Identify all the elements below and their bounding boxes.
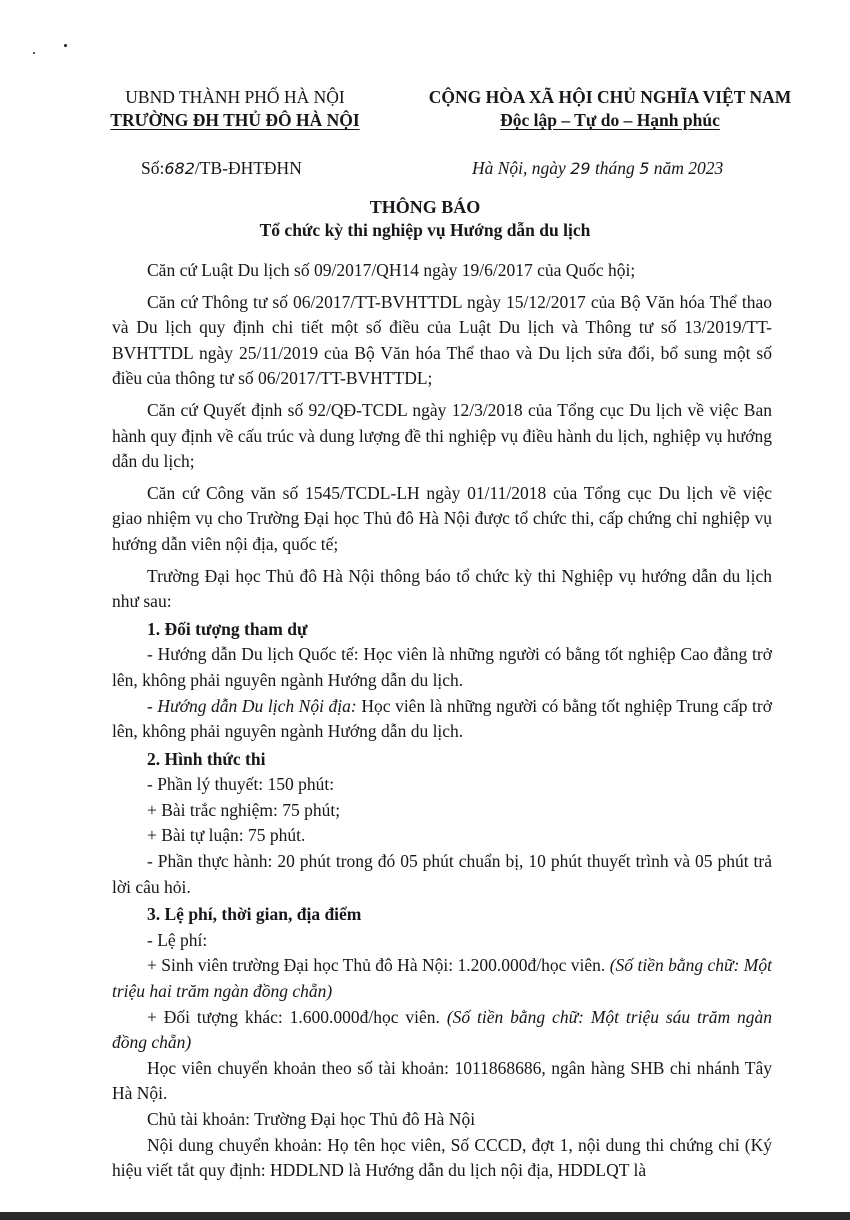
scan-speck <box>33 52 35 54</box>
format-essay: + Bài tự luận: 75 phút. <box>147 825 306 846</box>
participants-international-label: - Hướng dẫn Du lịch Quốc tế: <box>147 644 359 665</box>
section-heading-fees: 3. Lệ phí, thời gian, địa điểm <box>147 904 362 925</box>
participants-domestic <box>112 694 772 745</box>
doc-number-handwritten: 682 <box>164 159 195 178</box>
national-motto: Độc lập – Tự do – Hạnh phúc <box>500 110 720 130</box>
fee-others-text: + Đối tượng khác: 1.600.000đ/học viên. <box>147 1006 447 1027</box>
fee-students-words: (Số tiền bằng chữ: Một triệu hai trăm ngàn đồng chẵn) <box>112 955 772 1002</box>
document-body <box>112 258 772 1184</box>
section-heading-format: 2. Hình thức thi <box>147 748 266 769</box>
document-title: THÔNG BÁO <box>369 197 481 217</box>
date-month: 5 <box>639 159 650 178</box>
fees-label: - Lệ phí: <box>147 929 208 950</box>
format-theory: - Phần lý thuyết: 150 phút: <box>147 774 335 795</box>
national-title: CỘNG HÒA XÃ HỘI CHỦ NGHĨA VIỆT NAM <box>428 87 792 107</box>
date-day: 29 <box>570 159 591 178</box>
legal-basis-2: Căn cứ Thông tư số 06/2017/TT-BVHTTDL ngày 15/12/2017 của Bộ Văn hóa Thể thao và Du lịch quy định chi tiết một số điều của Luật Du lịch và Thông tư số 13/2019/TT-BVHTTDL ngày 25/11/2019 của Bộ Văn hóa Thể thao và Du lịch sửa đổi, bổ sung một số điều của thông tư số 06/2017/TT-BVHTTDL; <box>112 291 772 389</box>
legal-basis-1: Căn cứ Luật Du lịch số 09/2017/QH14 ngày 19/6/2017 của Quốc hội; <box>147 260 636 280</box>
fee-students-text: + Sinh viên trường Đại học Thủ đô Hà Nội: 1.200.000đ/học viên. <box>147 955 610 976</box>
document-date <box>472 158 723 179</box>
fee-students <box>112 953 772 1004</box>
participants-international-text: Học viên là những người có bằng tốt nghiệp Cao đẳng trở lên, không phải nguyên ngành Hướng dẫn du lịch. <box>112 644 773 690</box>
doc-number-suffix: /TB-ĐHTĐHN <box>194 158 302 178</box>
transfer-content: Nội dung chuyển khoản: Họ tên học viên, Số CCCD, đợt 1, nội dung thi chứng chỉ (Ký hiệu viết tắt quy định: HDDLND là Hướng dẫn du lịch nội địa, HDDLQT là <box>112 1134 772 1181</box>
issuer-school: TRƯỜNG ĐH THỦ ĐÔ HÀ NỘI <box>110 110 360 130</box>
scan-speck <box>64 44 67 47</box>
national-header <box>400 86 820 132</box>
issuer-authority: UBND THÀNH PHỐ HÀ NỘI <box>125 87 345 107</box>
participants-domestic-text: Học viên là những người có bằng tốt nghiệp Trung cấp trở lên, không phải nguyên ngành Hướng dẫn du lịch. <box>112 695 772 742</box>
issuer-block <box>90 86 380 132</box>
bank-account: Học viên chuyển khoản theo số tài khoản: 1011868686, ngân hàng SHB chi nhánh Tây Hà Nội. <box>112 1057 772 1104</box>
date-year: năm 2023 <box>653 158 724 178</box>
fee-others <box>112 1005 772 1056</box>
document-subtitle: Tổ chức kỳ thi nghiệp vụ Hướng dẫn du lịch <box>259 220 591 240</box>
date-prefix: Hà Nội, ngày <box>472 158 566 178</box>
legal-basis-3: Căn cứ Quyết định số 92/QĐ-TCDL ngày 12/3/2018 của Tổng cục Du lịch về việc Ban hành quy định về cấu trúc và dung lượng đề thi nghiệp vụ điều hành du lịch, nghiệp vụ hướng dẫn du lịch; <box>112 399 772 472</box>
format-practice: - Phần thực hành: 20 phút trong đó 05 phút chuẩn bị, 10 phút thuyết trình và 05 phút trả lời câu hỏi. <box>112 851 772 897</box>
legal-basis-4: Căn cứ Công văn số 1545/TCDL-LH ngày 01/11/2018 của Tổng cục Du lịch về việc giao nhiệm vụ cho Trường Đại học Thủ đô Hà Nội được tổ chức thi, cấp chứng chỉ nghiệp vụ hướng dẫn viên nội địa, quốc tế; <box>112 482 772 554</box>
scan-bottom-edge <box>0 1212 850 1220</box>
document-number <box>141 158 302 179</box>
announcement-intro: Trường Đại học Thủ đô Hà Nội thông báo tổ chức kỳ thi Nghiệp vụ hướng dẫn du lịch như sau: <box>112 565 772 612</box>
section-heading-participants: 1. Đối tượng tham dự <box>147 618 308 639</box>
participants-domestic-label: - Hướng dẫn Du lịch Nội địa: <box>147 695 357 716</box>
fee-others-words: (Số tiền bằng chữ: Một triệu sáu trăm ngàn đồng chẵn) <box>112 1006 772 1053</box>
doc-number-prefix: Số: <box>141 158 165 178</box>
format-multiple-choice: + Bài trắc nghiệm: 75 phút; <box>147 799 341 820</box>
account-holder: Chủ tài khoản: Trường Đại học Thủ đô Hà Nội <box>147 1109 476 1129</box>
participants-international <box>112 642 772 693</box>
date-month-label: tháng <box>594 158 635 178</box>
